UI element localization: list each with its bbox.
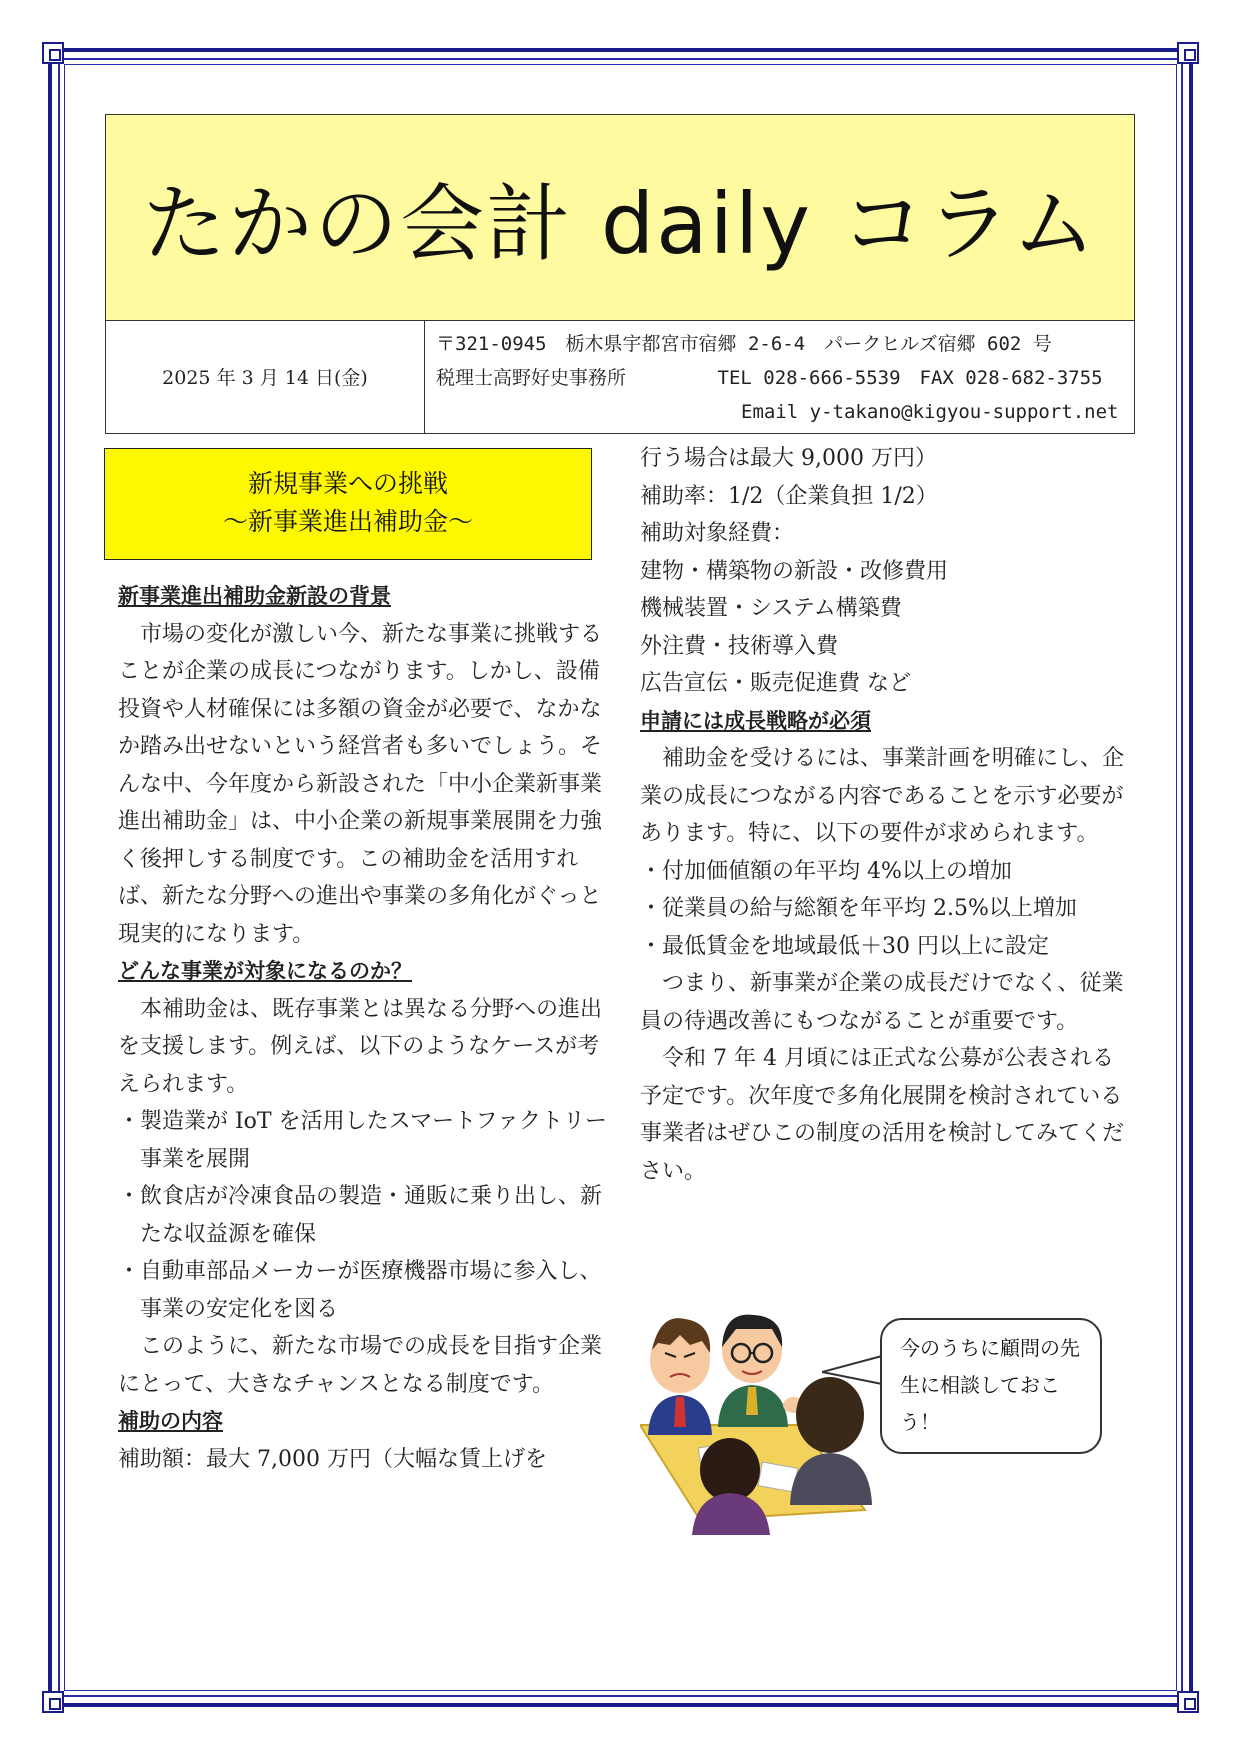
office-tel-fax: TEL 028-666-5539 FAX 028-682-3755 xyxy=(717,367,1103,389)
article-headline xyxy=(104,448,592,560)
section-heading: 新事業進出補助金新設の背景 xyxy=(118,584,391,608)
headline-line-1: 新規事業への挑戦 xyxy=(247,469,448,498)
bullet-item: ・飲食店が冷凍食品の製造・通販に乗り出し、新たな収益源を確保 xyxy=(118,1184,603,1247)
office-address: 〒321-0945 栃木県宇都宮市宿郷 2-6-4 パークヒルズ宿郷 602 号 xyxy=(436,333,1052,355)
eligible-cost-item: 広告宣伝・販売促進費 など xyxy=(640,671,911,696)
speech-bubble-tail xyxy=(822,1350,884,1390)
paragraph: 行う場合は最大 9,000 万円） xyxy=(640,446,937,471)
speech-bubble: 今のうちに顧問の先生に相談しておこう！ xyxy=(880,1318,1102,1454)
eligible-cost-item: 機械装置・システム構築費 xyxy=(640,596,902,621)
paragraph: このように、新たな市場での成長を目指す企業にとって、大きなチャンスとなる制度です。 xyxy=(118,1334,603,1397)
eligible-cost-item: 外注費・技術導入費 xyxy=(640,633,839,659)
office-name-and-phone xyxy=(436,361,1119,395)
bullet-item: ・自動車部品メーカーが医療機器市場に参入し、事業の安定化を図る xyxy=(118,1259,602,1322)
paragraph: つまり、新事業が企業の成長だけでなく、従業員の待遇改善にもつながることが重要です。 xyxy=(640,971,1124,1034)
headline-line-2: ～新事業進出補助金～ xyxy=(222,507,473,536)
issue-date: 2025 年 3 月 14 日(金) xyxy=(106,320,425,433)
bullet-item: ・製造業が IoT を活用したスマートファクトリー事業を展開 xyxy=(118,1109,608,1172)
left-column xyxy=(118,578,608,1478)
paragraph: 補助額：最大 7,000 万円（大幅な賃上げを xyxy=(118,1446,547,1472)
paragraph: 令和 7 年 4 月頃には正式な公募が公表される予定です。次年度で多角化展開を検討されている事業者はぜひこの制度の活用を検討してみてください。 xyxy=(640,1046,1125,1184)
meeting-illustration xyxy=(640,1305,880,1535)
bullet-item: ・従業員の給与総額を年平均 2.5%以上増加 xyxy=(640,896,1077,921)
bullet-item: ・付加価値額の年平均 4%以上の増加 xyxy=(640,858,1012,884)
bullet-item: ・最低賃金を地域最低＋30 円以上に設定 xyxy=(640,933,1049,959)
paragraph: 市場の変化が激しい今、新たな事業に挑戦することが企業の成長につながります。しかし、設備投資や人材確保には多額の資金が必要で、なかなか踏み出せないという経営者も多いでしょう。そんな中、今年度から新設された「中小企業新事業進出補助金」は、中小企業の新規事業展開を力強く後押しする制度です。この補助金を活用すれば、新たな分野への進出や事業の多角化がぐっと現実的になります。 xyxy=(118,621,603,947)
paragraph: 本補助金は、既存事業とは異なる分野への進出を支援します。例えば、以下のようなケースが考えられます。 xyxy=(118,996,603,1097)
office-email: Email y-takano@kigyou-support.net xyxy=(741,401,1119,423)
border-corner-ornament xyxy=(42,1691,64,1713)
border-corner-ornament xyxy=(1177,42,1199,64)
office-contact-block xyxy=(436,327,1119,429)
border-corner-ornament xyxy=(1177,1691,1199,1713)
section-heading: 補助の内容 xyxy=(118,1409,223,1433)
subsidy-rate: 補助率：1/2（企業負担 1/2） xyxy=(640,483,938,509)
right-column xyxy=(640,440,1130,1190)
title-banner xyxy=(106,115,1134,321)
eligible-costs-label: 補助対象経費： xyxy=(640,521,795,546)
newsletter-header xyxy=(105,114,1135,434)
office-name: 税理士高野好史事務所 xyxy=(436,367,627,389)
paragraph: 補助金を受けるには、事業計画を明確にし、企業の成長につながる内容であることを示す必要があります。特に、以下の要件が求められます。 xyxy=(640,746,1125,846)
section-heading: 申請には成長戦略が必須 xyxy=(640,708,871,733)
newsletter-title: たかの会計 daily コラム xyxy=(142,175,1098,273)
border-corner-ornament xyxy=(42,42,64,64)
section-heading: どんな事業が対象になるのか？ xyxy=(118,959,412,983)
eligible-cost-item: 建物・構築物の新設・改修費用 xyxy=(640,558,949,584)
